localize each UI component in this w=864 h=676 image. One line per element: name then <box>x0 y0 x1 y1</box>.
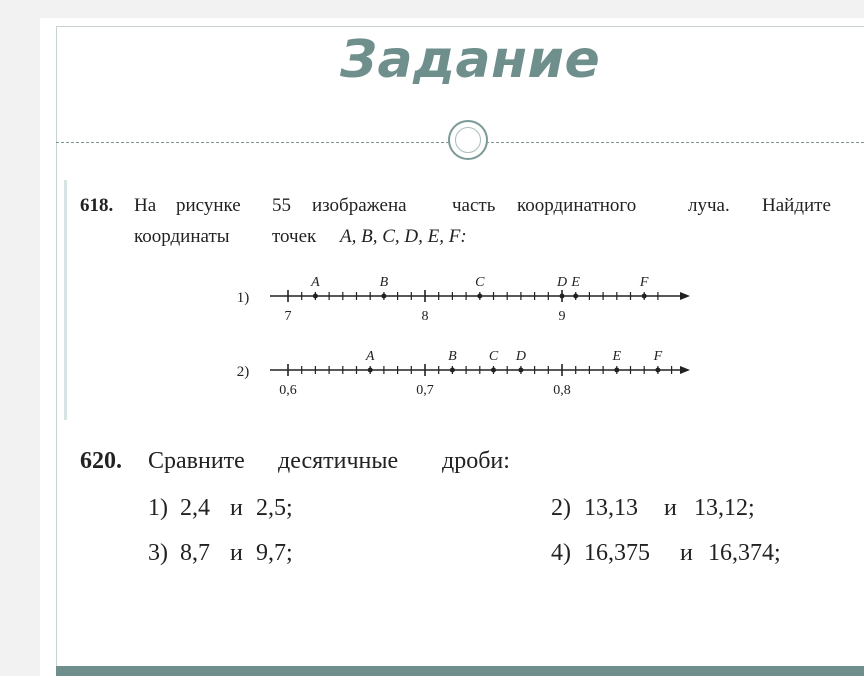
ray-point-label: E <box>571 275 580 290</box>
problem-618-word: координаты <box>134 226 230 247</box>
ray-label: 1) <box>236 290 250 306</box>
coordinate-ray-2 <box>237 349 690 398</box>
ray-point-marker <box>313 294 318 299</box>
ray-point-marker <box>518 368 523 373</box>
ray-point-marker <box>642 294 647 299</box>
compare-item-1-number: 1) <box>148 495 168 521</box>
compare-item-1-a: 2,4 <box>180 495 210 521</box>
compare-item-4-b: 16,374; <box>708 540 781 566</box>
problem-620-word: дроби: <box>442 448 510 474</box>
compare-item-1-b: 2,5; <box>256 495 293 521</box>
ray-point-marker <box>381 294 386 299</box>
compare-item-3-a: 8,7 <box>180 540 210 566</box>
ray-label: 2) <box>236 364 250 380</box>
ray-tick-label: 0,8 <box>553 383 571 398</box>
problem-618-points-list: A, B, C, D, E, F: <box>340 226 467 247</box>
problem-618-word: точек <box>272 226 317 247</box>
ray-point-label: F <box>639 275 649 290</box>
problem-620-word: десятичные <box>278 448 399 474</box>
ray-tick-label: 0,6 <box>279 383 297 398</box>
ray-point-label: D <box>515 349 526 364</box>
compare-item-4-a: 16,375 <box>584 540 650 566</box>
ray-tick-label: 7 <box>284 309 292 324</box>
bottom-accent-bar <box>56 666 864 676</box>
ray-point-label: B <box>448 349 457 364</box>
problem-618-word: На <box>134 195 157 216</box>
problem-618-word: координатного <box>517 195 637 216</box>
problem-620-number: 620. <box>80 448 122 474</box>
problem-618-word: Найдите <box>762 195 831 216</box>
problem-618-word: луча. <box>688 195 730 216</box>
ray-point-label: C <box>475 275 485 290</box>
ray-point-marker <box>573 294 578 299</box>
ray-tick-label: 8 <box>421 309 429 324</box>
problem-618-number: 618. <box>80 195 114 216</box>
ray-point-marker <box>614 368 619 373</box>
ray-point-marker <box>491 368 496 373</box>
coordinate-ray-1 <box>237 275 690 324</box>
ray-point-marker <box>477 294 482 299</box>
problem-618-word: часть <box>452 195 496 216</box>
ray-point-label: C <box>488 349 499 364</box>
compare-item-3-and: и <box>230 540 243 566</box>
ray-point-label: A <box>311 275 320 290</box>
compare-item-3-number: 3) <box>148 540 168 566</box>
compare-item-3-b: 9,7; <box>256 540 293 566</box>
compare-item-2-number: 2) <box>551 495 571 521</box>
ray-point-label: E <box>612 349 622 364</box>
compare-item-2-and: и <box>664 495 677 521</box>
problem-618-word: изображена <box>312 195 407 216</box>
ray-arrow-head <box>680 366 690 374</box>
ray-point-marker <box>655 368 660 373</box>
compare-item-2-a: 13,13 <box>584 495 638 521</box>
ray-arrow-head <box>680 292 690 300</box>
ray-point-label: A <box>365 349 375 364</box>
problem-618-word: 55 <box>272 195 291 216</box>
ray-point-marker <box>368 368 373 373</box>
page-title: Задание <box>340 30 601 90</box>
ray-point-label: F <box>653 349 663 364</box>
ray-point-label: D <box>556 275 568 290</box>
ray-point-label: B <box>379 275 389 290</box>
compare-item-4-and: и <box>680 540 693 566</box>
compare-item-1-and: и <box>230 495 243 521</box>
compare-item-4-number: 4) <box>551 540 571 566</box>
ray-point-marker <box>450 368 455 373</box>
problem-620-word: Сравните <box>148 448 245 474</box>
ray-point-marker <box>560 294 565 299</box>
ray-tick-label: 0,7 <box>416 383 434 398</box>
problem-618-word: рисунке <box>176 195 241 216</box>
compare-item-2-b: 13,12; <box>694 495 755 521</box>
ray-tick-label: 9 <box>558 309 566 324</box>
